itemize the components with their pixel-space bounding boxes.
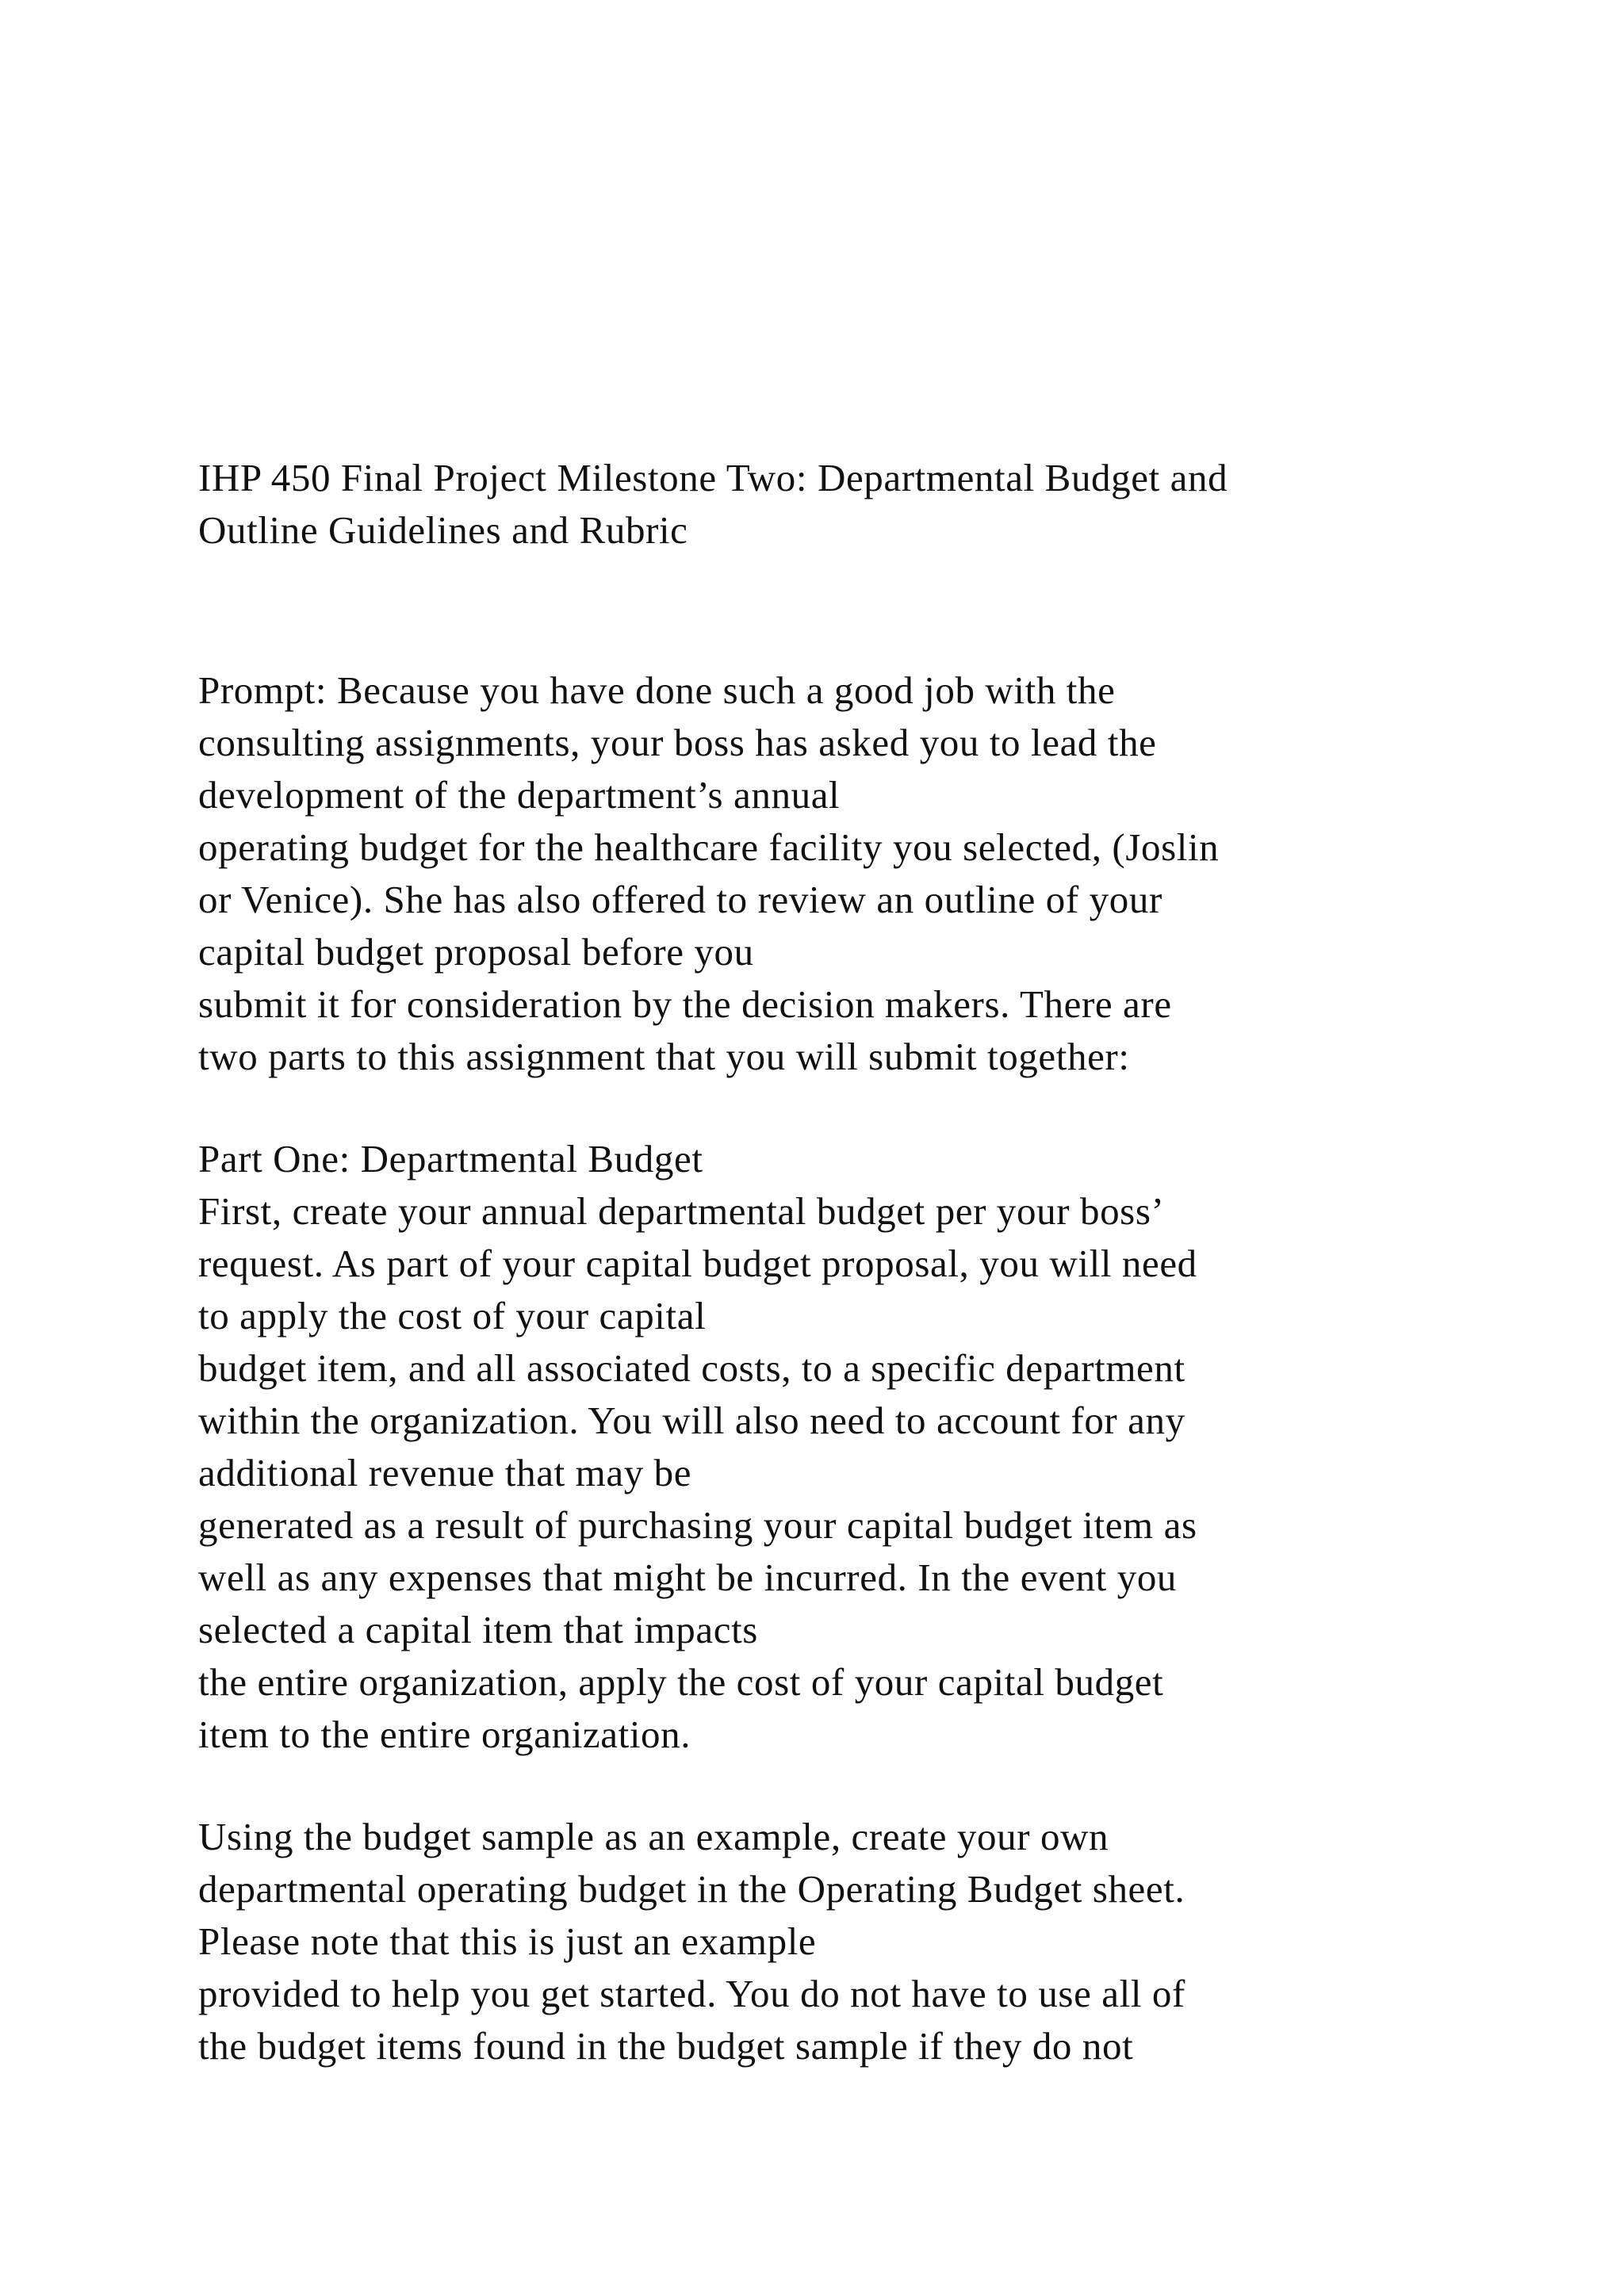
part-one-section: Part One: Departmental Budget First, create your annual departmental budget per your boss’ request. As part of your capital budget proposal, you will need to apply the cost of your capital budget item, and all associated costs, to a specific department within the organization. You will also need to account for any additional revenue that may be generated as a result of purchasing your capital budget item as well as any expenses that might be incurred. In the event you selected a capital item that impacts the entire organization, apply the cost of your capital budget item to the entire organization. [198,1137,1197,1756]
prompt-paragraph: Prompt: Because you have done such a good job with the consulting assignments, your boss has asked you to lead the development of the department’s annual operating budget for the healthcare facility you selected, (Joslin or Venice). She has also offered to review an outline of your capital budget proposal before you submit it for consideration by the decision makers. There are two parts to this assignment that you will submit together: [198,668,1220,1078]
document-title: IHP 450 Final Project Milestone Two: Departmental Budget and Outline Guidelines and Rubric [198,456,1228,552]
budget-sample-paragraph: Using the budget sample as an example, create your own departmental operating budget in the Operating Budget sheet. Please note that this is just an example provided to help you get started. You do not have to use all of the budget items found in the budget sample if they do not [198,1815,1185,2068]
